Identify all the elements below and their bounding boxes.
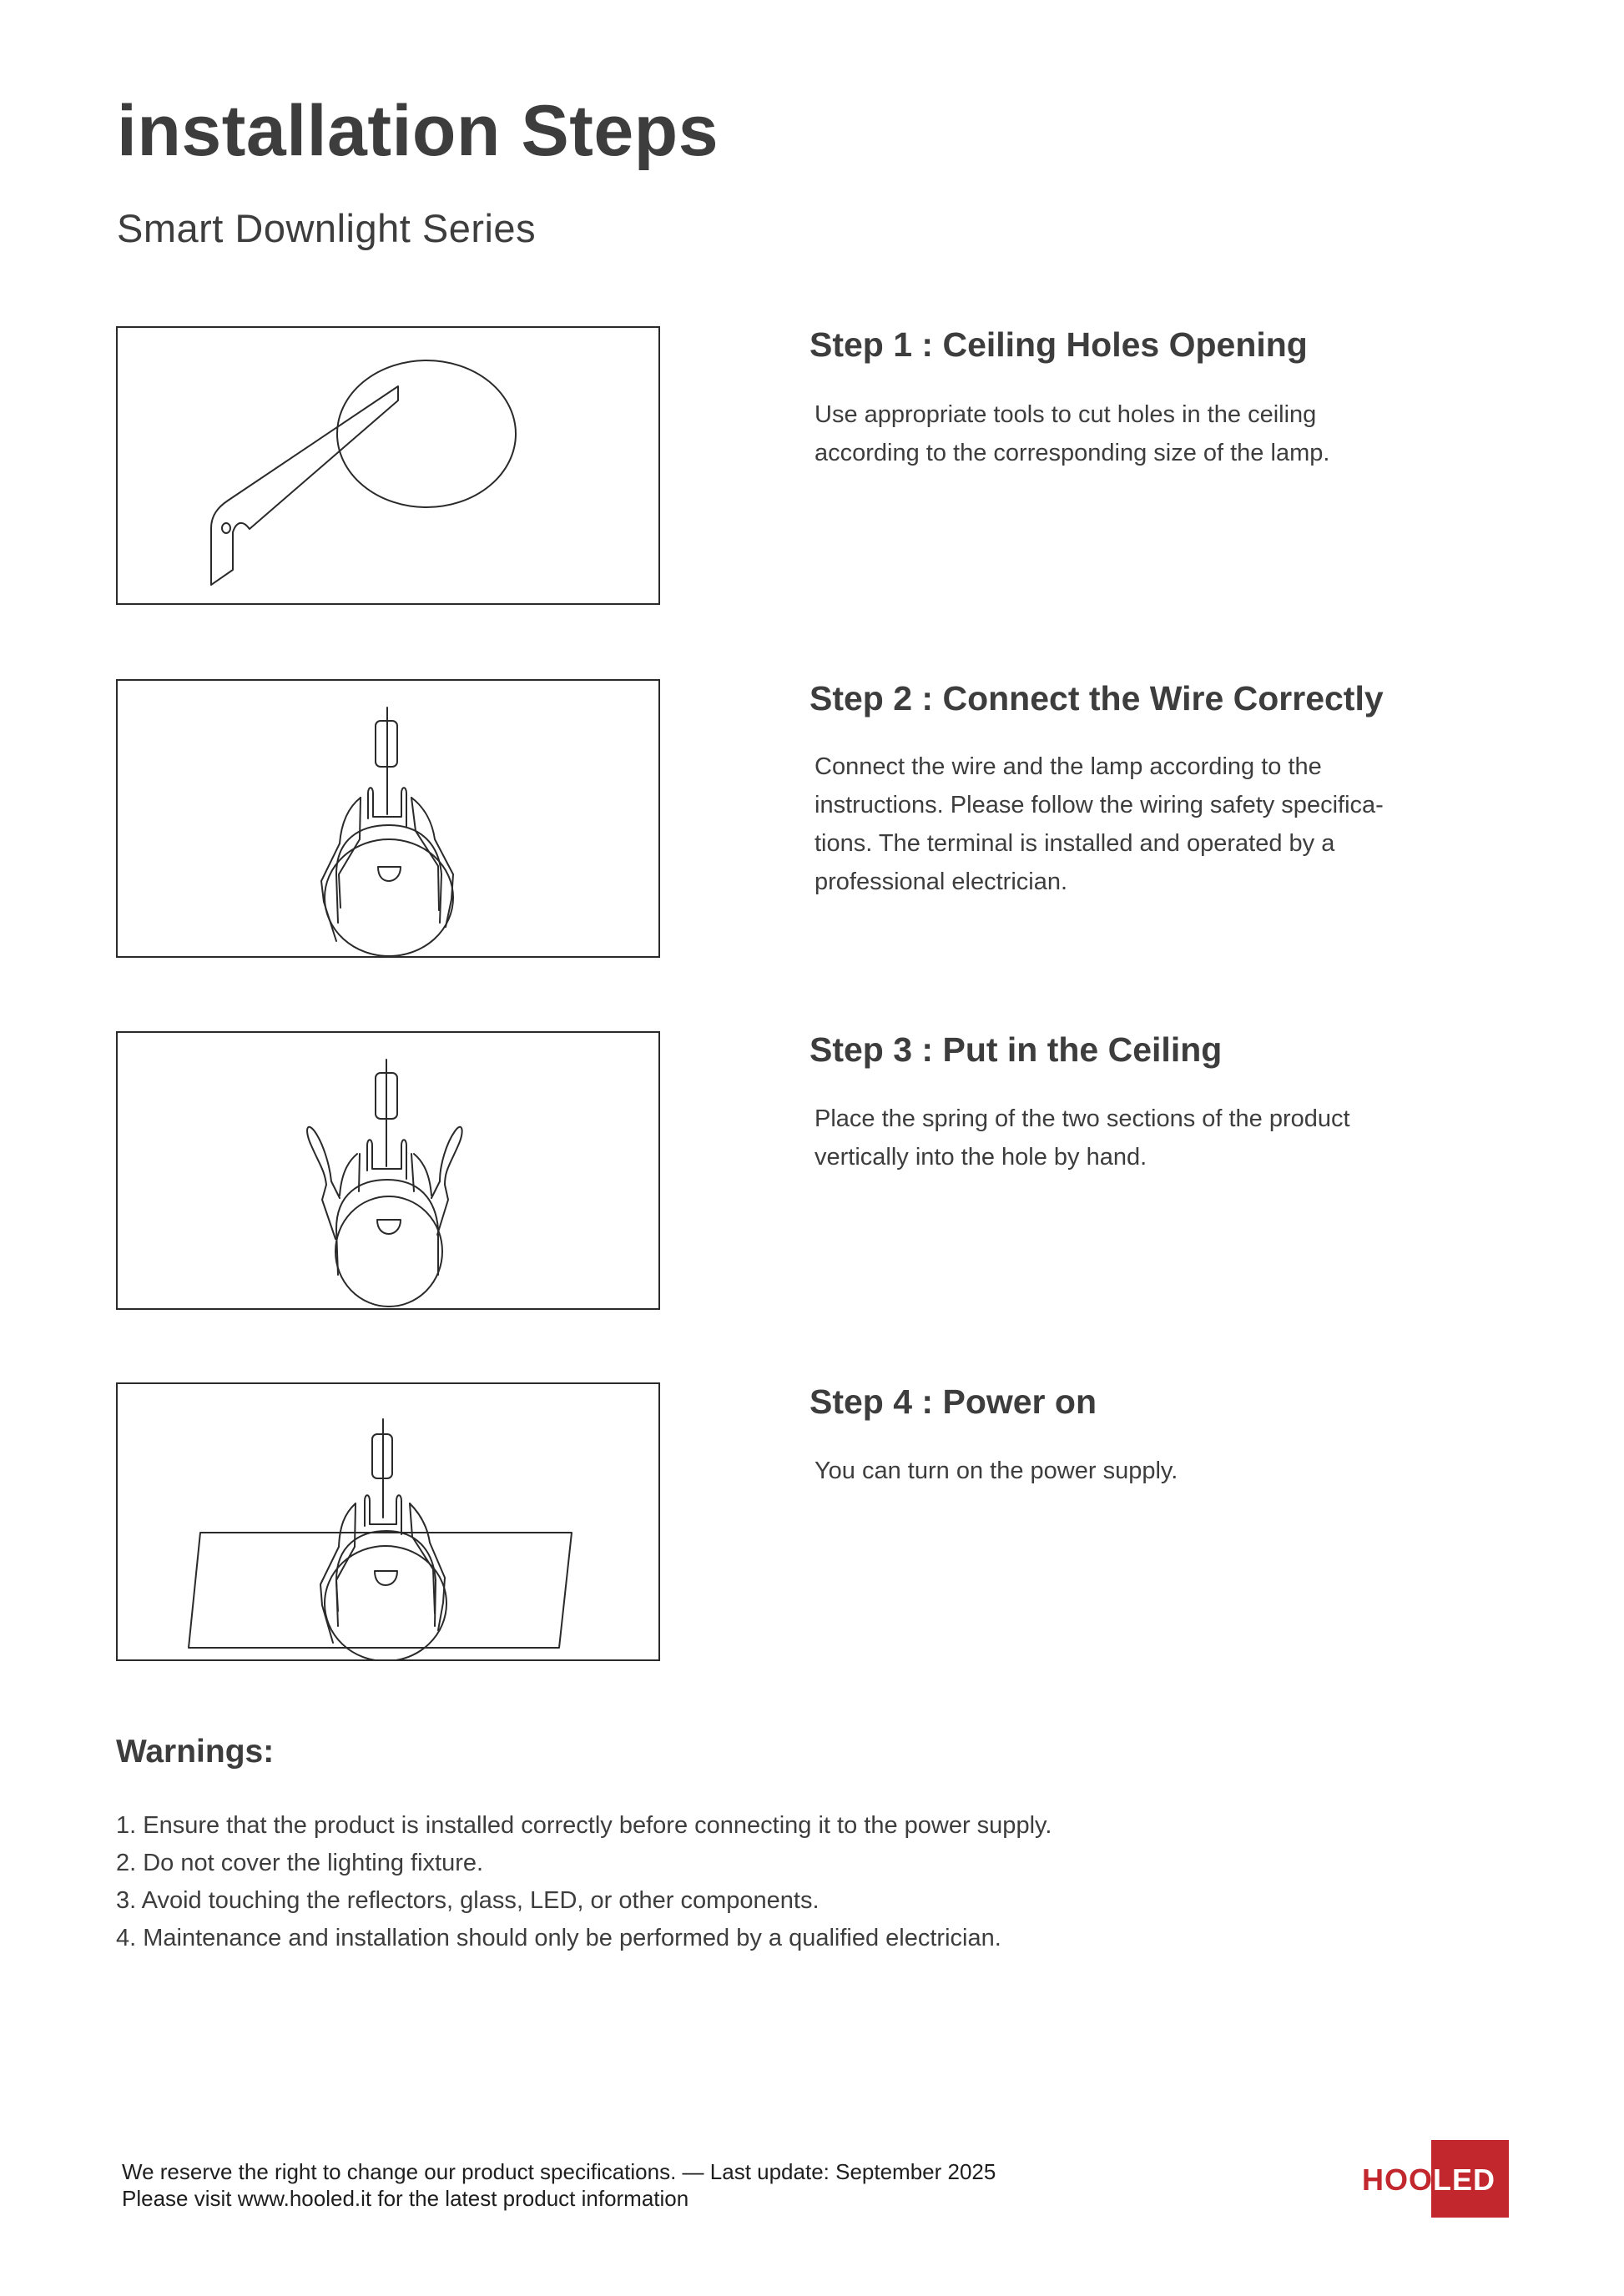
step-2-line: Connect the wire and the lamp according to the: [815, 753, 1322, 780]
warning-item: 4. Maintenance and installation should only be performed by a qualified electrician.: [116, 1925, 1001, 1951]
downlight-springs-icon: [118, 1033, 658, 1308]
housing-left-side: [336, 1580, 338, 1626]
right-spring-outer: [411, 798, 453, 927]
housing-right-side: [435, 1580, 436, 1626]
footer-website-note: Please visit www.hooled.it for the latest product information: [122, 2186, 689, 2211]
page-subtitle: Smart Downlight Series: [117, 206, 537, 250]
step-3-illustration: [116, 1031, 660, 1310]
step-2-line: professional electrician.: [815, 869, 1068, 895]
lamp-face: [335, 1196, 442, 1307]
lamp-sensor: [377, 1220, 401, 1234]
housing-right-side: [440, 874, 441, 923]
hooled-logo: [1352, 2140, 1511, 2219]
step-1-description: [815, 395, 1499, 472]
saw-handle-hole: [222, 523, 230, 533]
ceiling-hole-outline: [337, 360, 516, 507]
housing-top: [336, 1180, 438, 1229]
step-2-line: tions. The terminal is installed and operated by a: [815, 830, 1335, 857]
lamp-sensor: [378, 867, 401, 881]
step-3-heading: Step 3 : Put in the Ceiling: [809, 1030, 1223, 1069]
ceiling-panel: [189, 1533, 572, 1648]
step-4-heading: Step 4 : Power on: [809, 1382, 1097, 1421]
saw-blade: [211, 386, 398, 585]
step-3-line: Place the spring of the two sections of the product: [815, 1105, 1350, 1132]
downlight-wire-icon: [118, 681, 658, 956]
step-1-heading: Step 1 : Ceiling Holes Opening: [809, 325, 1308, 364]
lamp-face: [325, 1546, 446, 1659]
lamp-sensor: [375, 1571, 397, 1585]
logo-wordmark: [1362, 2165, 1495, 2195]
step-1-illustration: [116, 326, 660, 605]
step-2-description: [815, 748, 1499, 901]
lamp-face: [325, 839, 453, 956]
footer: [122, 2158, 996, 2212]
left-spring-raised: [307, 1127, 340, 1239]
warnings-list: [116, 1807, 1052, 1957]
step-1-line: according to the corresponding size of the lamp.: [815, 440, 1330, 466]
right-housing-clip: [414, 1154, 431, 1196]
logo-text-led: LED: [1433, 2163, 1495, 2197]
step-2-heading: Step 2 : Connect the Wire Correctly: [809, 679, 1384, 718]
warnings-heading: Warnings:: [116, 1734, 275, 1770]
footer-disclaimer: We reserve the right to change our product specifications. — Last update: September 2025: [122, 2159, 996, 2184]
step-4-illustration: [116, 1382, 660, 1661]
step-2-line: instructions. Please follow the wiring safety specifica-: [815, 792, 1384, 818]
warning-item: 3. Avoid touching the reflectors, glass, LED, or other components.: [116, 1887, 820, 1914]
step-4-description: [815, 1452, 1499, 1490]
housing-left-side: [336, 874, 338, 923]
left-spring-inner: [336, 1503, 356, 1611]
step-2-illustration: [116, 679, 660, 958]
step-1-line: Use appropriate tools to cut holes in the ceiling: [815, 401, 1317, 428]
warning-item: 1. Ensure that the product is installed correctly before connecting it to the power supply.: [116, 1812, 1052, 1839]
step-4-line: You can turn on the power supply.: [815, 1458, 1178, 1484]
right-spring-inner: [411, 798, 439, 910]
logo-text-hoo: HOO: [1361, 2163, 1433, 2197]
right-spring-outer: [410, 1503, 445, 1630]
page-title: installation Steps: [117, 91, 719, 171]
downlight-installed-icon: [118, 1384, 658, 1659]
warning-item: 2. Do not cover the lighting fixture.: [116, 1850, 484, 1876]
step-3-line: vertically into the hole by hand.: [815, 1144, 1147, 1171]
saw-cutting-hole-icon: [118, 328, 658, 603]
step-3-description: [815, 1100, 1499, 1176]
left-spring-inner: [339, 798, 361, 908]
